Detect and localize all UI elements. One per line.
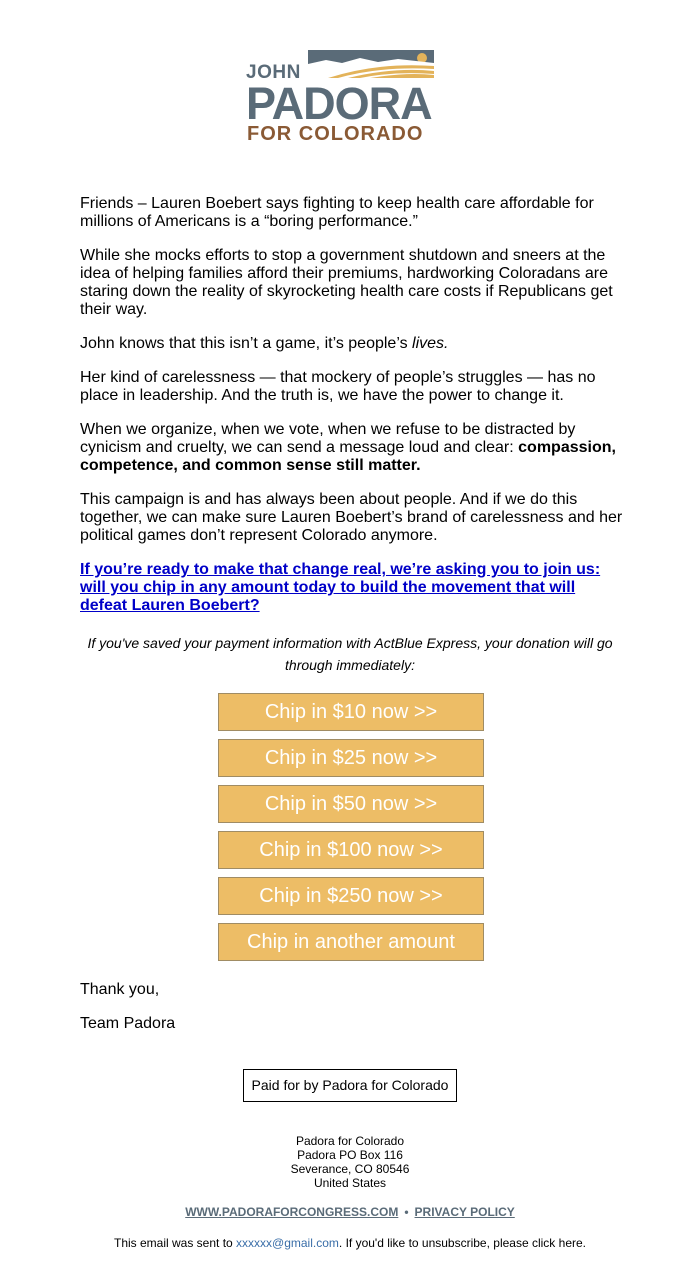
- chip-in-100-button[interactable]: Chip in $100 now >>: [218, 831, 484, 869]
- chip-in-other-amount-button[interactable]: Chip in another amount: [218, 923, 484, 961]
- paid-for-disclaimer: Paid for by Padora for Colorado: [243, 1069, 457, 1102]
- unsubscribe-link[interactable]: . If you'd like to unsubscribe, please click here.: [338, 1236, 586, 1250]
- paragraph-6: This campaign is and has always been about people. And if we do this together, we can make sure Lauren Boebert’s brand of carelessness and her political games don’t represent Colorado anymore.: [80, 491, 623, 544]
- unsubscribe-notice: [50, 1236, 650, 1250]
- chip-in-25-button[interactable]: Chip in $25 now >>: [218, 739, 484, 777]
- signoff-thanks: Thank you,: [80, 981, 160, 998]
- paragraph-2: While she mocks efforts to stop a government shutdown and sneers at the idea of helping families afford their premiums, hardworking Coloradans are staring down the reality of skyrocketing health care costs if Republicans get their way.: [80, 247, 613, 318]
- unsubscribe-pre: This email was sent to: [113, 1236, 237, 1250]
- chip-in-250-button[interactable]: Chip in $250 now >>: [218, 877, 484, 915]
- paragraph-4: Her kind of carelessness — that mockery of people’s struggles — has no place in leadership. And the truth is, we have the power to change it.: [80, 369, 596, 404]
- campaign-logo: [246, 50, 456, 146]
- paragraph-3: [80, 335, 625, 353]
- chip-in-50-button[interactable]: Chip in $50 now >>: [218, 785, 484, 823]
- signoff-team: Team Padora: [80, 1015, 176, 1032]
- address-line-1: Padora for Colorado: [295, 1134, 405, 1148]
- website-link[interactable]: WWW.PADORAFORCONGRESS.COM: [185, 1205, 399, 1219]
- footer-link-separator: •: [404, 1205, 409, 1219]
- logo-last-name: PADORA: [246, 78, 432, 129]
- logo-tagline: FOR COLORADO: [247, 123, 424, 145]
- paragraph-3-text: John knows that this isn’t a game, it’s people’s: [80, 335, 413, 352]
- address-line-2: Padora PO Box 116: [297, 1148, 403, 1162]
- donate-cta-link[interactable]: If you’re ready to make that change real, we’re asking you to join us: will you chip in any amount today to build the movement that will defeat Lauren Boebert?: [80, 561, 601, 614]
- privacy-policy-link[interactable]: PRIVACY POLICY: [414, 1205, 515, 1219]
- mailing-address: [200, 1134, 500, 1190]
- paragraph-5: [80, 421, 625, 475]
- paragraph-5-text: When we organize, when we vote, when we refuse to be distracted by cynicism and cruelty, we can send a message loud and clear:: [80, 421, 576, 456]
- actblue-express-note: If you've saved your payment information with ActBlue Express, your donation will go through immediately:: [87, 635, 613, 673]
- address-line-3: Severance, CO 80546: [290, 1162, 410, 1176]
- logo-first-name: JOHN: [246, 62, 301, 83]
- colorado-landscape-logo-icon: [308, 50, 434, 78]
- paragraph-3-emphasis: lives.: [412, 335, 449, 352]
- footer-links: [100, 1205, 600, 1219]
- paragraph-1: Friends – Lauren Boebert says fighting to keep health care affordable for millions of Americans is a “boring performance.”: [80, 195, 594, 230]
- paragraph-5-bold: compassion, competence, and common sense still matter.: [80, 439, 616, 474]
- chip-in-10-button[interactable]: Chip in $10 now >>: [218, 693, 484, 731]
- address-line-4: United States: [313, 1176, 387, 1190]
- recipient-email-link[interactable]: xxxxxx@gmail.com: [236, 1236, 339, 1250]
